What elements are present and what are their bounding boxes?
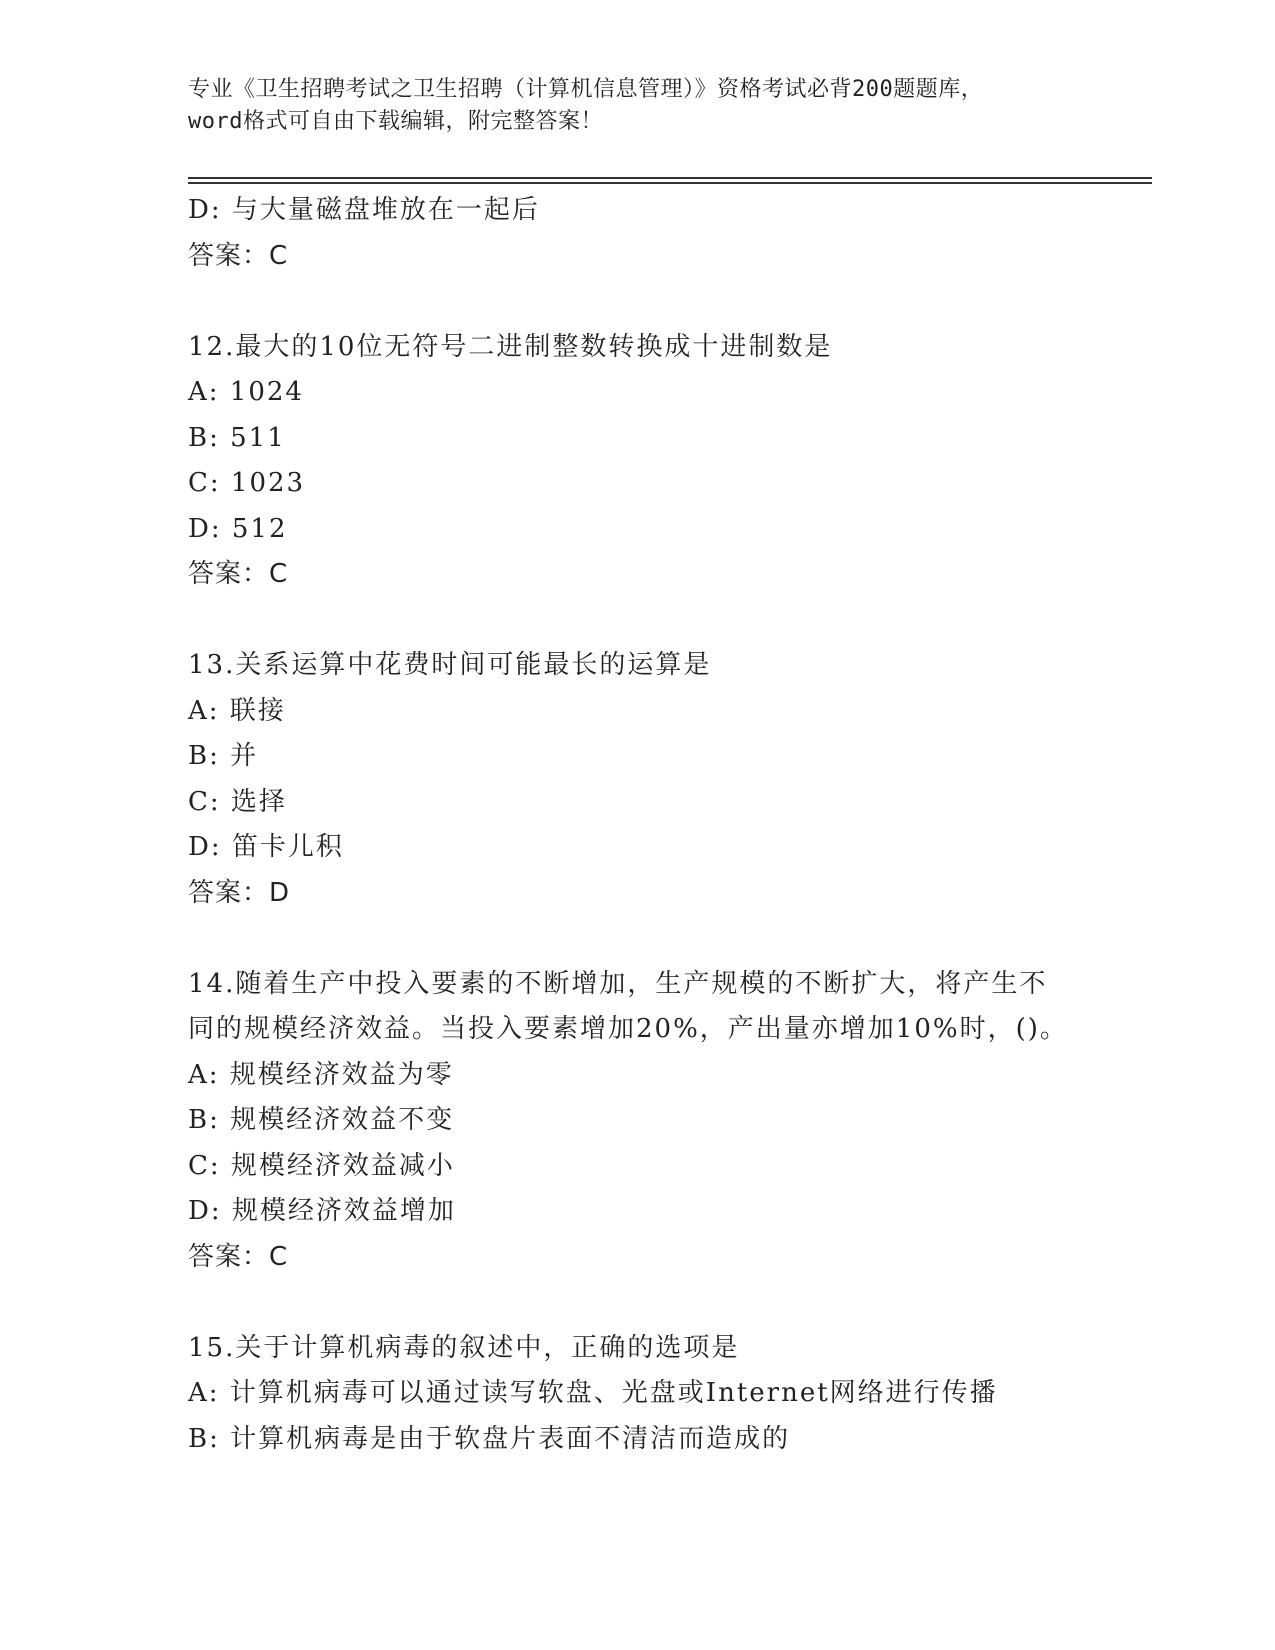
- option-b: B: 511: [188, 422, 286, 453]
- option-b: B: 并: [188, 741, 259, 771]
- question-13: [188, 643, 1088, 916]
- option-d: D: 512: [188, 513, 288, 544]
- answer-label: 答案：C: [188, 1241, 289, 1272]
- question-stem: 12.最大的10位无符号二进制整数转换成十进制数是: [188, 331, 833, 362]
- option-a: A: 规模经济效益为零: [188, 1059, 454, 1090]
- question-list: [188, 188, 1088, 1462]
- question-15: [188, 1326, 1088, 1463]
- answer-label: 答案：C: [188, 240, 289, 271]
- header-divider-top: [188, 177, 1152, 179]
- option-c: C: 规模经济效益减小: [188, 1150, 455, 1181]
- question-14: [188, 962, 1088, 1281]
- spacer: [188, 279, 1088, 325]
- option-a: A: 1024: [188, 377, 304, 407]
- document-header: [188, 74, 1088, 138]
- header-title-line-2: word格式可自由下载编辑，附完整答案！: [188, 109, 603, 134]
- header-title-line-1: 专业《卫生招聘考试之卫生招聘（计算机信息管理）》资格考试必背200题题库，: [188, 77, 984, 102]
- option-b: B: 规模经济效益不变: [188, 1105, 455, 1135]
- header-divider-bottom: [188, 182, 1152, 184]
- question-stem: 13.关系运算中花费时间可能最长的运算是: [188, 650, 712, 680]
- option-b: B: 计算机病毒是由于软盘片表面不清洁而造成的: [188, 1423, 791, 1454]
- option-c: C: 1023: [188, 468, 306, 498]
- option-d: D: 规模经济效益增加: [188, 1196, 456, 1226]
- spacer: [188, 1280, 1088, 1326]
- question-11: [188, 188, 1088, 279]
- spacer: [188, 916, 1088, 962]
- answer-label: 答案：C: [188, 559, 289, 589]
- option-d: D: 与大量磁盘堆放在一起后: [188, 195, 540, 225]
- option-d: D: 笛卡儿积: [188, 832, 344, 862]
- option-a: A: 计算机病毒可以通过读写软盘、光盘或Internet网络进行传播: [188, 1378, 998, 1408]
- option-a: A: 联接: [188, 695, 286, 726]
- question-stem: 15.关于计算机病毒的叙述中，正确的选项是: [188, 1332, 740, 1363]
- question-12: [188, 325, 1088, 598]
- option-c: C: 选择: [188, 786, 287, 817]
- answer-label: 答案：D: [188, 877, 291, 908]
- spacer: [188, 598, 1088, 644]
- question-stem-line-2: 同的规模经济效益。当投入要素增加20%，产出量亦增加10%时，()。: [188, 1014, 1068, 1044]
- question-stem-line-1: 14.随着生产中投入要素的不断增加，生产规模的不断扩大，将产生不: [188, 968, 1048, 999]
